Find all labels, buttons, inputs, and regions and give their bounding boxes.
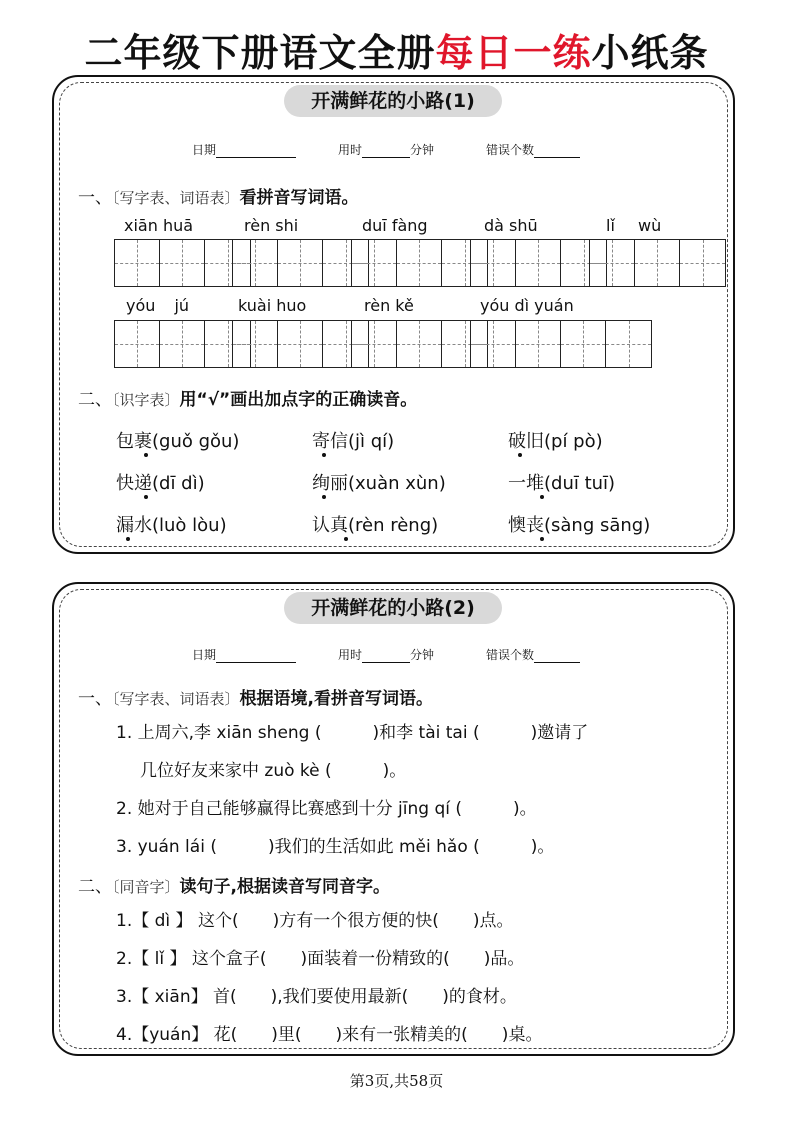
homophone-line[interactable]: 1.【 dì 】 这个( )方有一个很方便的快( )点。	[116, 911, 514, 931]
time-field: 用时 分钟	[338, 143, 435, 157]
homophone-line[interactable]: 3.【 xiān】 首( ),我们要使用最新( )的食材。	[116, 987, 517, 1007]
pinyin-label: rèn kě	[364, 296, 414, 315]
reading-item[interactable]: 绚丽(xuàn xùn)	[312, 473, 446, 494]
title-part3: 小纸条	[591, 31, 709, 75]
errors-field: 错误个数	[486, 646, 580, 663]
title-part1: 二年级下册语文全册	[84, 31, 436, 75]
emphasis-dot	[322, 453, 326, 457]
writing-grid[interactable]	[232, 320, 369, 368]
exercise-card-2	[52, 582, 735, 1056]
writing-grid[interactable]	[351, 320, 488, 368]
emphasis-dot	[144, 495, 148, 499]
title-highlight: 每日一练	[435, 31, 592, 75]
reading-item[interactable]: 快递(dī dì)	[116, 473, 205, 494]
time-field: 用时 分钟	[338, 648, 435, 662]
card1-section2-heading: 二、〔识字表〕用“√”画出加点字的正确读音。	[78, 390, 418, 410]
pinyin-label: lǐ wù	[606, 216, 662, 235]
card1-section1-heading: 一、〔写字表、词语表〕看拼音写词语。	[78, 188, 359, 208]
writing-grid[interactable]	[470, 239, 607, 287]
date-field: 日期	[192, 141, 296, 158]
emphasis-dot	[540, 537, 544, 541]
fill-in-line[interactable]: 几位好友来家中 zuò kè ( )。	[140, 761, 407, 781]
homophone-line[interactable]: 4.【yuán】 花( )里( )来有一张精美的( )桌。	[116, 1025, 543, 1045]
exercise-card-1	[52, 75, 735, 554]
writing-grid[interactable]	[470, 320, 652, 368]
fill-in-line[interactable]: 1. 上周六,李 xiān sheng ( )和李 tài tai ( )邀请了	[116, 723, 589, 743]
emphasis-dot	[144, 453, 148, 457]
card2-banner: 开满鲜花的小路(2)	[284, 592, 502, 624]
date-field: 日期	[192, 646, 296, 663]
writing-grid[interactable]	[589, 239, 726, 287]
pinyin-label: yóu dì yuán	[480, 296, 574, 315]
writing-grid[interactable]	[232, 239, 369, 287]
fill-in-line[interactable]: 3. yuán lái ( )我们的生活如此 měi hǎo ( )。	[116, 837, 555, 857]
emphasis-dot	[540, 495, 544, 499]
page-number: 第3页,共58页	[349, 1072, 444, 1090]
emphasis-dot	[126, 537, 130, 541]
pinyin-label: kuài huo	[238, 296, 307, 315]
errors-field: 错误个数	[486, 141, 580, 158]
card2-section1-heading: 一、〔写字表、词语表〕根据语境,看拼音写词语。	[78, 689, 433, 709]
reading-item[interactable]: 一堆(duī tuī)	[508, 473, 616, 494]
reading-item[interactable]: 包裹(guǒ gǒu)	[116, 431, 240, 452]
writing-grid[interactable]	[114, 320, 251, 368]
pinyin-label: rèn shi	[244, 216, 299, 235]
reading-item[interactable]: 认真(rèn rèng)	[312, 515, 439, 536]
reading-item[interactable]: 寄信(jì qí)	[312, 431, 395, 452]
card2-section2-heading: 二、〔同音字〕读句子,根据读音写同音字。	[78, 877, 390, 897]
card1-banner: 开满鲜花的小路(1)	[284, 85, 502, 117]
pinyin-label: dà shū	[484, 216, 538, 235]
reading-item[interactable]: 破旧(pí pò)	[508, 431, 603, 452]
reading-item[interactable]: 漏水(luò lòu)	[116, 515, 227, 536]
writing-grid[interactable]	[114, 239, 251, 287]
pinyin-label: duī fàng	[362, 216, 428, 235]
reading-item[interactable]: 懊丧(sàng sāng)	[508, 515, 651, 536]
writing-grid[interactable]	[351, 239, 488, 287]
pinyin-label: yóu jú	[126, 296, 190, 315]
fill-in-line[interactable]: 2. 她对于自己能够赢得比赛感到十分 jīng qí ( )。	[116, 799, 537, 819]
page-title	[0, 22, 793, 77]
emphasis-dot	[344, 537, 348, 541]
emphasis-dot	[322, 495, 326, 499]
pinyin-label: xiān huā	[124, 216, 194, 235]
homophone-line[interactable]: 2.【 lǐ 】 这个盒子( )面装着一份精致的( )品。	[116, 949, 525, 969]
emphasis-dot	[518, 453, 522, 457]
